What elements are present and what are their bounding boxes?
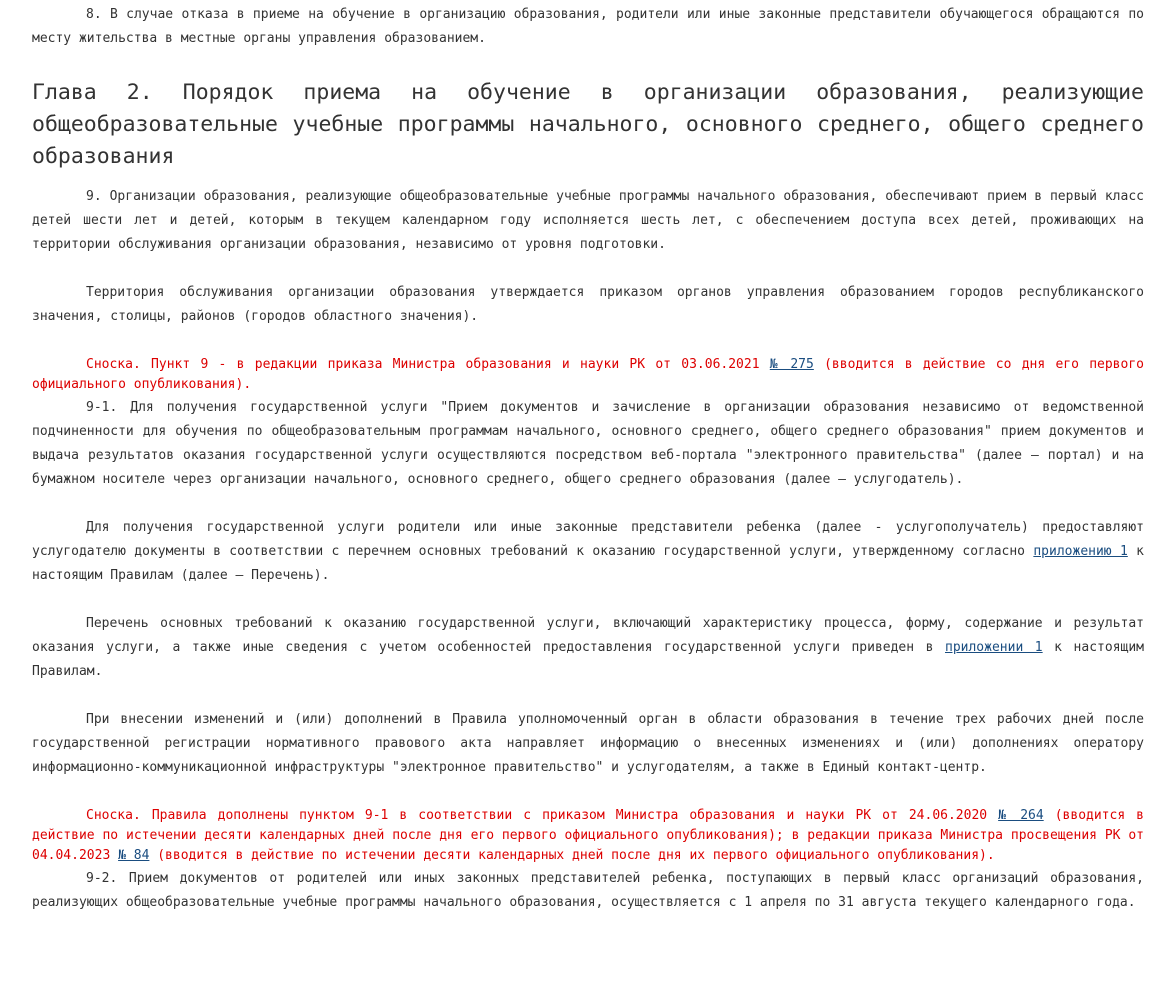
footnote-9: [32, 355, 1144, 395]
paragraph-9-1-changes: При внесении изменений и (или) дополнений в Правила уполномоченный орган в области образования в течение трех рабочих дней после государственной регистрации нормативного правового акта направляет информацию о внесенных изменениях и (или) дополнениях оператору информационно-коммуникационной инфраструктуры "электронное правительство" и услугодателям, а также в Единый контакт-центр.: [32, 712, 1144, 775]
paragraph-9-1-list-text: Перечень основных требований к оказанию государственной услуги, включающий характеристику процесса, форму, содержание и результат оказания услуги, а также иные сведения с учетом особенностей предоставления государственной услуги приведен в: [32, 616, 1144, 655]
paragraph-9-1-documents-end: к настоящим Правилам (далее – Перечень).: [32, 544, 1144, 583]
footnote-9-text-end: (вводится в действие со дня его первого официального опубликования).: [32, 357, 1144, 392]
paragraph-9-1-documents: [32, 516, 1144, 588]
paragraph-9: 9. Организации образования, реализующие общеобразовательные учебные программы начального образования, обеспечивают прием в первый класс детей шести лет и детей, которым в текущем календарном году исполняется шесть лет, с обеспечением доступа всех детей, проживающих на территории обслуживания организации образования, независимо от уровня подготовки.: [32, 189, 1144, 252]
footnote-9-1: [32, 806, 1144, 866]
chapter-2-title: Глава 2. Порядок приема на обучение в организации образования, реализующие общеобразовательные учебные программы начального, основного среднего, общего среднего образования: [32, 80, 1144, 169]
paragraph-9-1-list: [32, 612, 1144, 684]
appendix-1-link[interactable]: приложению 1: [1033, 544, 1128, 559]
footnote-9-text: Сноска. Пункт 9 - в редакции приказа Министра образования и науки РК от 03.06.2021: [86, 357, 770, 372]
order-264-link[interactable]: № 264: [998, 808, 1044, 823]
footnote-9-1-text-middle: (вводится в действие по истечении десяти календарных дней после дня его первого официального опубликования); в редакции приказа Министра просвещения РК от 04.04.2023: [32, 808, 1145, 863]
paragraph-8: 8. В случае отказа в приеме на обучение в организацию образования, родители или иные законные представители обучающегося обращаются по месту жительства в местные органы управления образованием.: [32, 7, 1144, 46]
paragraph-9-1-documents-text: Для получения государственной услуги родители или иные законные представители ребенка (далее - услугополучатель) предоставляют услугодателю документы в соответствии с перечнем основных требований к оказанию государственной услуги, утвержденному согласно: [32, 520, 1144, 559]
footnote-9-1-text: Сноска. Правила дополнены пунктом 9-1 в соответствии с приказом Министра образования и науки РК от 24.06.2020: [86, 808, 999, 823]
document-body: [32, 0, 1144, 915]
paragraph-9-territory: Территория обслуживания организации образования утверждается приказом органов управления образованием городов республиканского значения, столицы, районов (городов областного значения).: [32, 285, 1144, 324]
footnote-9-1-text-end: (вводится в действие по истечении десяти календарных дней после дня их первого официального опубликования).: [149, 848, 995, 863]
order-275-link[interactable]: № 275: [769, 357, 814, 372]
paragraph-9-1-list-end: к настоящим Правилам.: [32, 640, 1144, 679]
order-84-link[interactable]: № 84: [118, 848, 150, 863]
paragraph-9-2: 9-2. Прием документов от родителей или иных законных представителей ребенка, поступающих в первый класс организаций образования, реализующих общеобразовательные учебные программы начального образования, осуществляется с 1 апреля по 31 августа текущего календарного года.: [32, 871, 1144, 910]
paragraph-9-1: 9-1. Для получения государственной услуги "Прием документов и зачисление в организации образования независимо от ведомственной подчиненности для обучения по общеобразовательным программам начального, основного среднего, общего среднего образования" прием документов и выдача результатов оказания государственной услуги осуществляются посредством веб-портала "электронного правительства" (далее – портал) и на бумажном носителе через организации начального, основного среднего, общего среднего образования (далее – услугодатель).: [32, 400, 1144, 487]
appendix-1-link-2[interactable]: приложении 1: [945, 640, 1043, 655]
